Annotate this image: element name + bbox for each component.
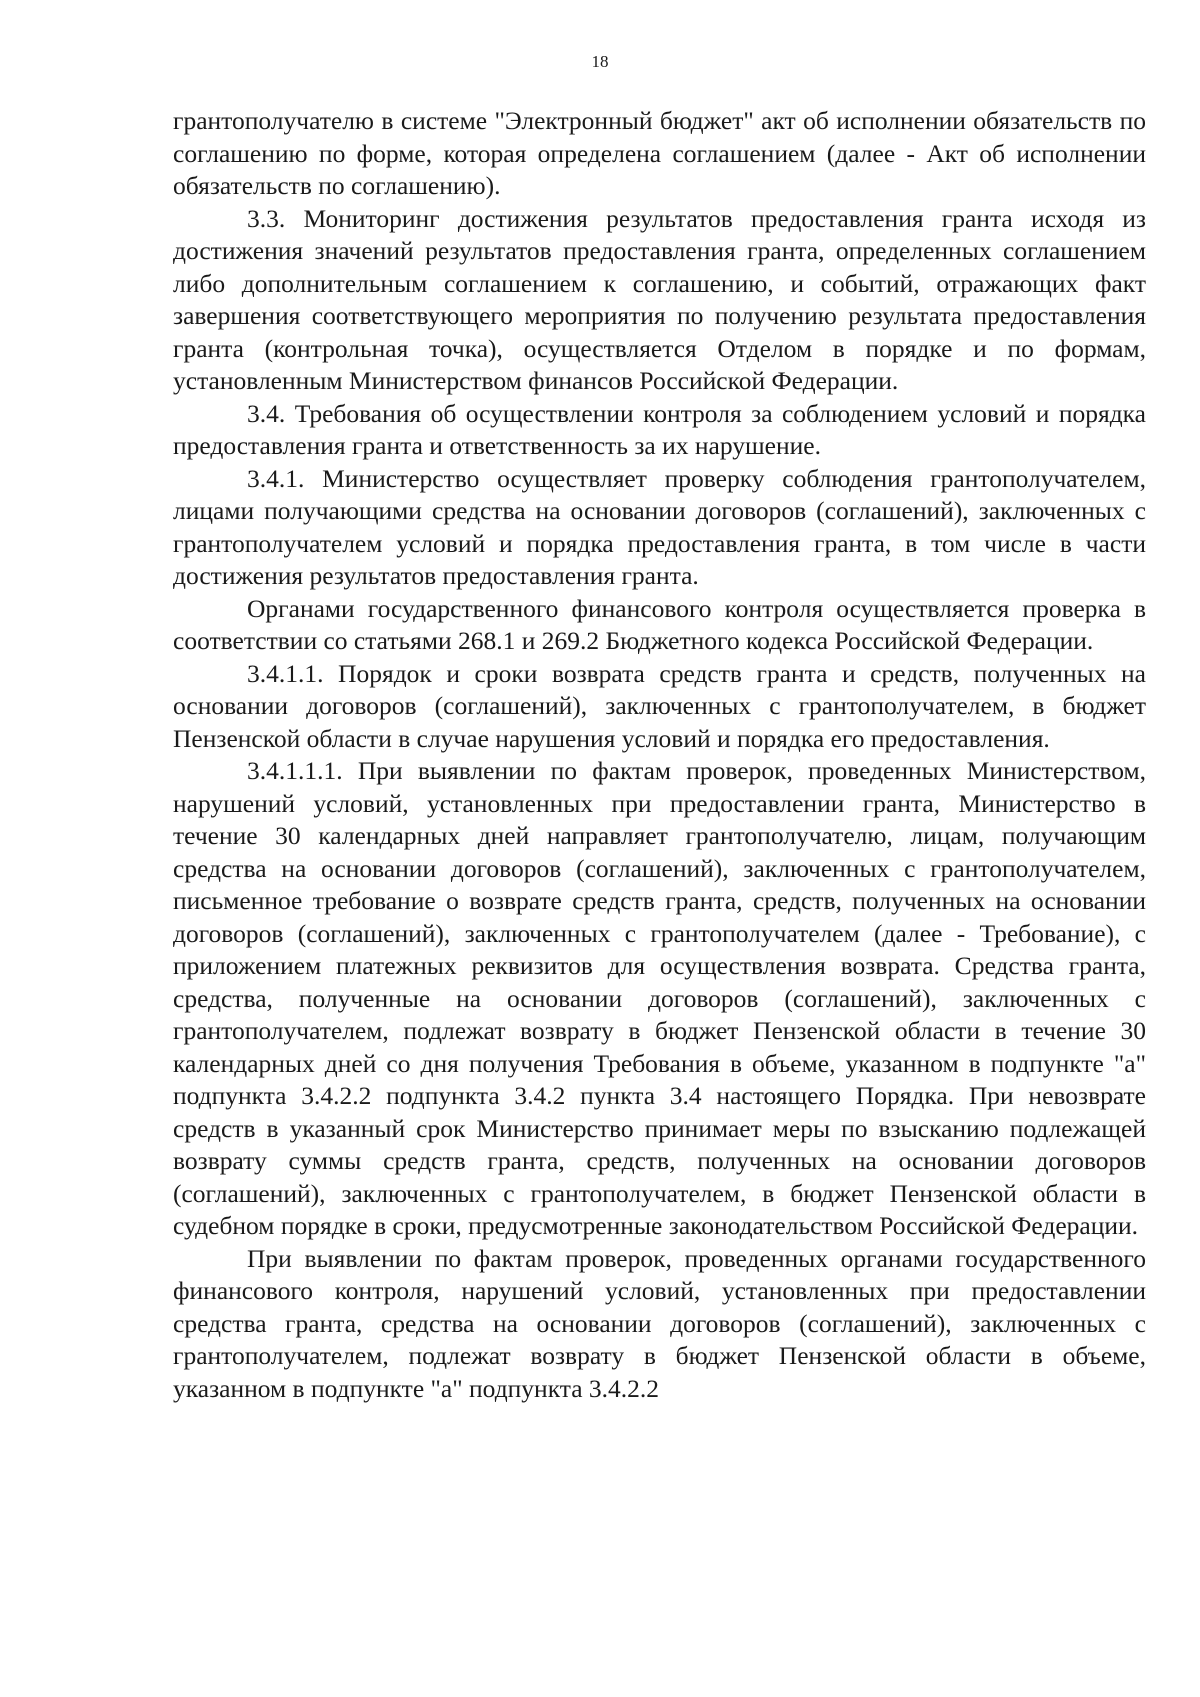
paragraph-3-4-1-1-1-ministry-violations: 3.4.1.1.1. При выявлении по фактам проверок, проведенных Министерством, нарушений условий, установленных при предоставлении гранта, Министерство в течение 30 календарных дней направляет грантополучателю, лицам, получающим средства на основании договоров (соглашений), заключенных с грантополучателем, письменное требование о возврате средств гранта, средств, полученных на основании договоров (соглашений), заключенных с грантополучателем (далее - Требование), с приложением платежных реквизитов для осуществления возврата. Средства гранта, средства, полученные на основании договоров (соглашений), заключенных с грантополучателем, подлежат возврату в бюджет Пензенской области в течение 30 календарных дней со дня получения Требования в объеме, указанном в подпункте "а" подпункта 3.4.2.2 подпункта 3.4.2 пункта 3.4 настоящего Порядка. При невозврате средств в указанный срок Министерство принимает меры по взысканию подлежащей возврату суммы средств гранта, средств, полученных на основании договоров (соглашений), заключенных с грантополучателем, в бюджет Пензенской области в судебном порядке в сроки, предусмотренные законодательством Российской Федерации. — [173, 756, 1146, 1240]
paragraph-continuation: грантополучателю в системе "Электронный бюджет" акт об исполнении обязательств по соглашению по форме, которая определена соглашением (далее - Акт об исполнении обязательств по соглашению). — [173, 106, 1146, 200]
paragraph-3-4-1-1-return-procedure: 3.4.1.1. Порядок и сроки возврата средств гранта и средств, полученных на основании договоров (соглашений), заключенных с грантополучателем, в бюджет Пензенской области в случае нарушения условий и порядка его предоставления. — [173, 658, 1146, 753]
page-number: 18 — [591, 52, 609, 71]
paragraph-state-financial-control: Органами государственного финансового контроля осуществляется проверка в соответствии со статьями 268.1 и 269.2 Бюджетного кодекса Российской Федерации. — [173, 593, 1146, 655]
document-body — [173, 105, 1146, 1405]
paragraph-3-4-1-ministry-check: 3.4.1. Министерство осуществляет проверку соблюдения грантополучателем, лицами получающими средства на основании договоров (соглашений), заключенных с грантополучателем условий и порядка предоставления гранта, в том числе в части достижения результатов предоставления гранта. — [173, 463, 1146, 590]
paragraph-3-3-monitoring: 3.3. Мониторинг достижения результатов предоставления гранта исходя из достижения значений результатов предоставления гранта, определенных соглашением либо дополнительным соглашением к соглашению, и событий, отражающих факт завершения соответствующего мероприятия по получению результата предоставления гранта (контрольная точка), осуществляется Отделом в порядке и по формам, установленным Министерством финансов Российской Федерации. — [173, 203, 1146, 395]
paragraph-control-bodies-violations: При выявлении по фактам проверок, проведенных органами государственного финансового контроля, нарушений условий, установленных при предоставлении средства гранта, средства на основании договоров (соглашений), заключенных с грантополучателем, подлежат возврату в бюджет Пензенской области в объеме, указанном в подпункте "а" подпункта 3.4.2.2 — [173, 1243, 1146, 1403]
paragraph-3-4-control-requirements: 3.4. Требования об осуществлении контроля за соблюдением условий и порядка предоставления гранта и ответственность за их нарушение. — [173, 398, 1146, 460]
